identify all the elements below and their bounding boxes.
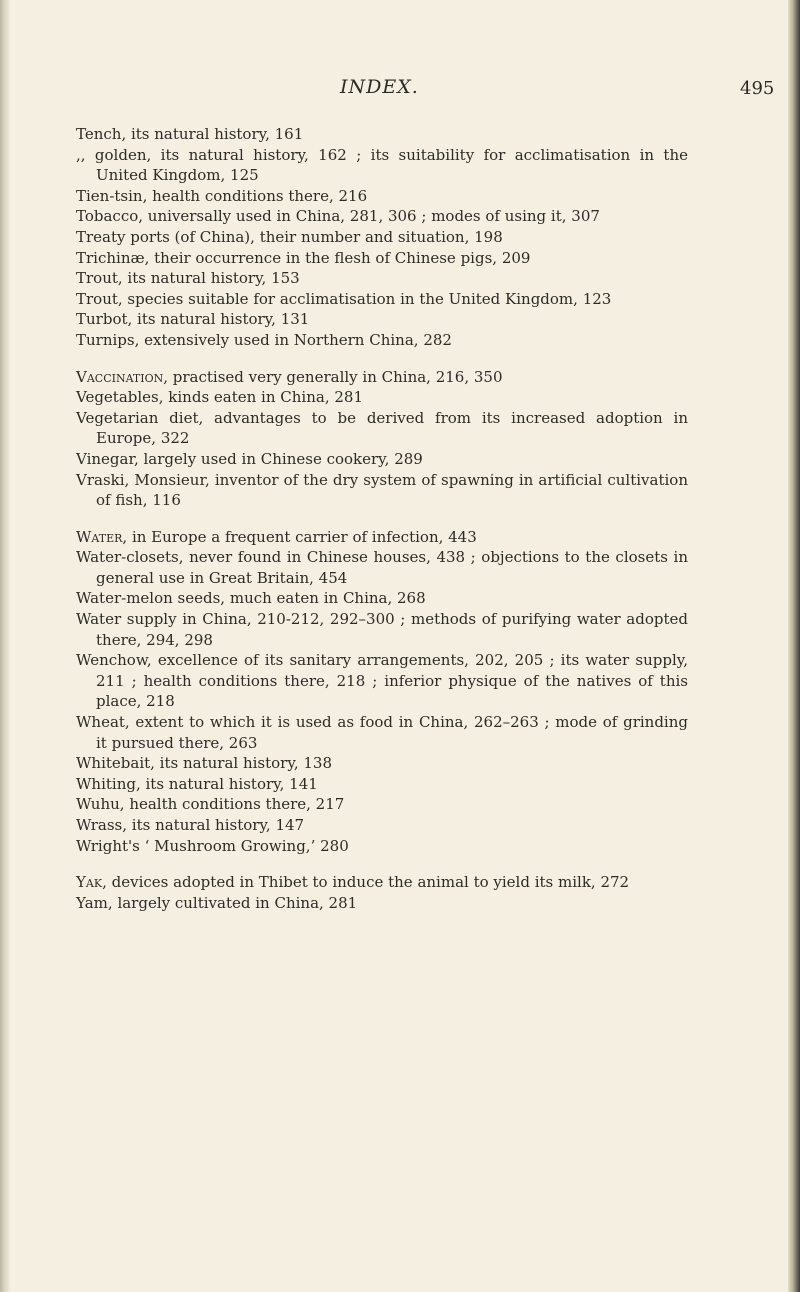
index-entry: ,, golden, its natural history, 162 ; its suitability for acclimatisation in the United Kingdom, 125 [76, 145, 688, 185]
index-entry: Trout, its natural history, 153 [76, 269, 300, 288]
index-entry: Tench, its natural history, 161 [76, 125, 304, 143]
index-entry: Whiting, its natural history, 141 [76, 774, 318, 793]
index-entry: Water-closets, never found in Chinese houses, 438 ; objections to the closets in general use in Great Britain, 454 [76, 548, 688, 587]
index-letter-section [76, 527, 688, 857]
index-entry: Wuhu, health conditions there, 217 [76, 795, 345, 814]
index-entry: Turnips, extensively used in Northern China, 282 [76, 330, 452, 349]
page-left-edge [0, 0, 10, 1292]
index-body [76, 124, 688, 929]
index-entry: Vraski, Monsieur, inventor of the dry system of spawning in artificial cultivation of fish, 116 [76, 470, 688, 510]
index-entry: Wheat, extent to which it is used as food in China, 262–263 ; mode of grinding it pursued there, 263 [76, 713, 688, 752]
index-entry: Turbot, its natural history, 131 [76, 310, 310, 329]
index-entry: Vinegar, largely used in Chinese cookery, 289 [76, 449, 423, 468]
index-entry: Water supply in China, 210-212, 292–300 ; methods of purifying water adopted there, 294, 298 [76, 610, 688, 649]
index-entry: Tobacco, universally used in China, 281, 306 ; modes of using it, 307 [76, 207, 600, 226]
index-entry: Wright's ‘ Mushroom Growing,’ 280 [76, 836, 349, 855]
index-entry: Water-melon seeds, much eaten in China, 268 [76, 589, 426, 608]
index-entry: Trout, species suitable for acclimatisation in the United Kingdom, 123 [76, 289, 612, 308]
index-entry: Yak, devices adopted in Thibet to induce the animal to yield its milk, 272 [76, 873, 630, 892]
index-entry: Wenchow, excellence of its sanitary arrangements, 202, 205 ; its water supply, 211 ; health conditions there, 218 ; inferior physique of the natives of this place, 218 [76, 651, 688, 711]
page-number: 495 [740, 78, 775, 99]
index-entry: Water, in Europe a frequent carrier of infection, 443 [76, 527, 477, 546]
index-entry: Vegetarian diet, advantages to be derived from its increased adoption in Europe, 322 [76, 408, 688, 448]
index-entry: Vaccination, practised very generally in China, 216, 350 [76, 367, 503, 386]
index-entry: Treaty ports (of China), their number and situation, 198 [76, 227, 503, 246]
index-entry: Wrass, its natural history, 147 [76, 816, 305, 834]
index-letter-section [76, 872, 688, 913]
index-letter-section [76, 124, 688, 351]
running-title: INDEX. [340, 76, 419, 98]
running-head [0, 74, 800, 104]
index-letter-section [76, 367, 688, 511]
index-entry: Vegetables, kinds eaten in China, 281 [76, 388, 363, 407]
index-entry: Whitebait, its natural history, 138 [76, 754, 332, 773]
page-right-edge [788, 0, 800, 1292]
index-entry: Tien-tsin, health conditions there, 216 [76, 186, 368, 205]
index-entry: Trichinæ, their occurrence in the flesh of Chinese pigs, 209 [76, 248, 531, 267]
index-entry: Yam, largely cultivated in China, 281 [76, 893, 358, 912]
